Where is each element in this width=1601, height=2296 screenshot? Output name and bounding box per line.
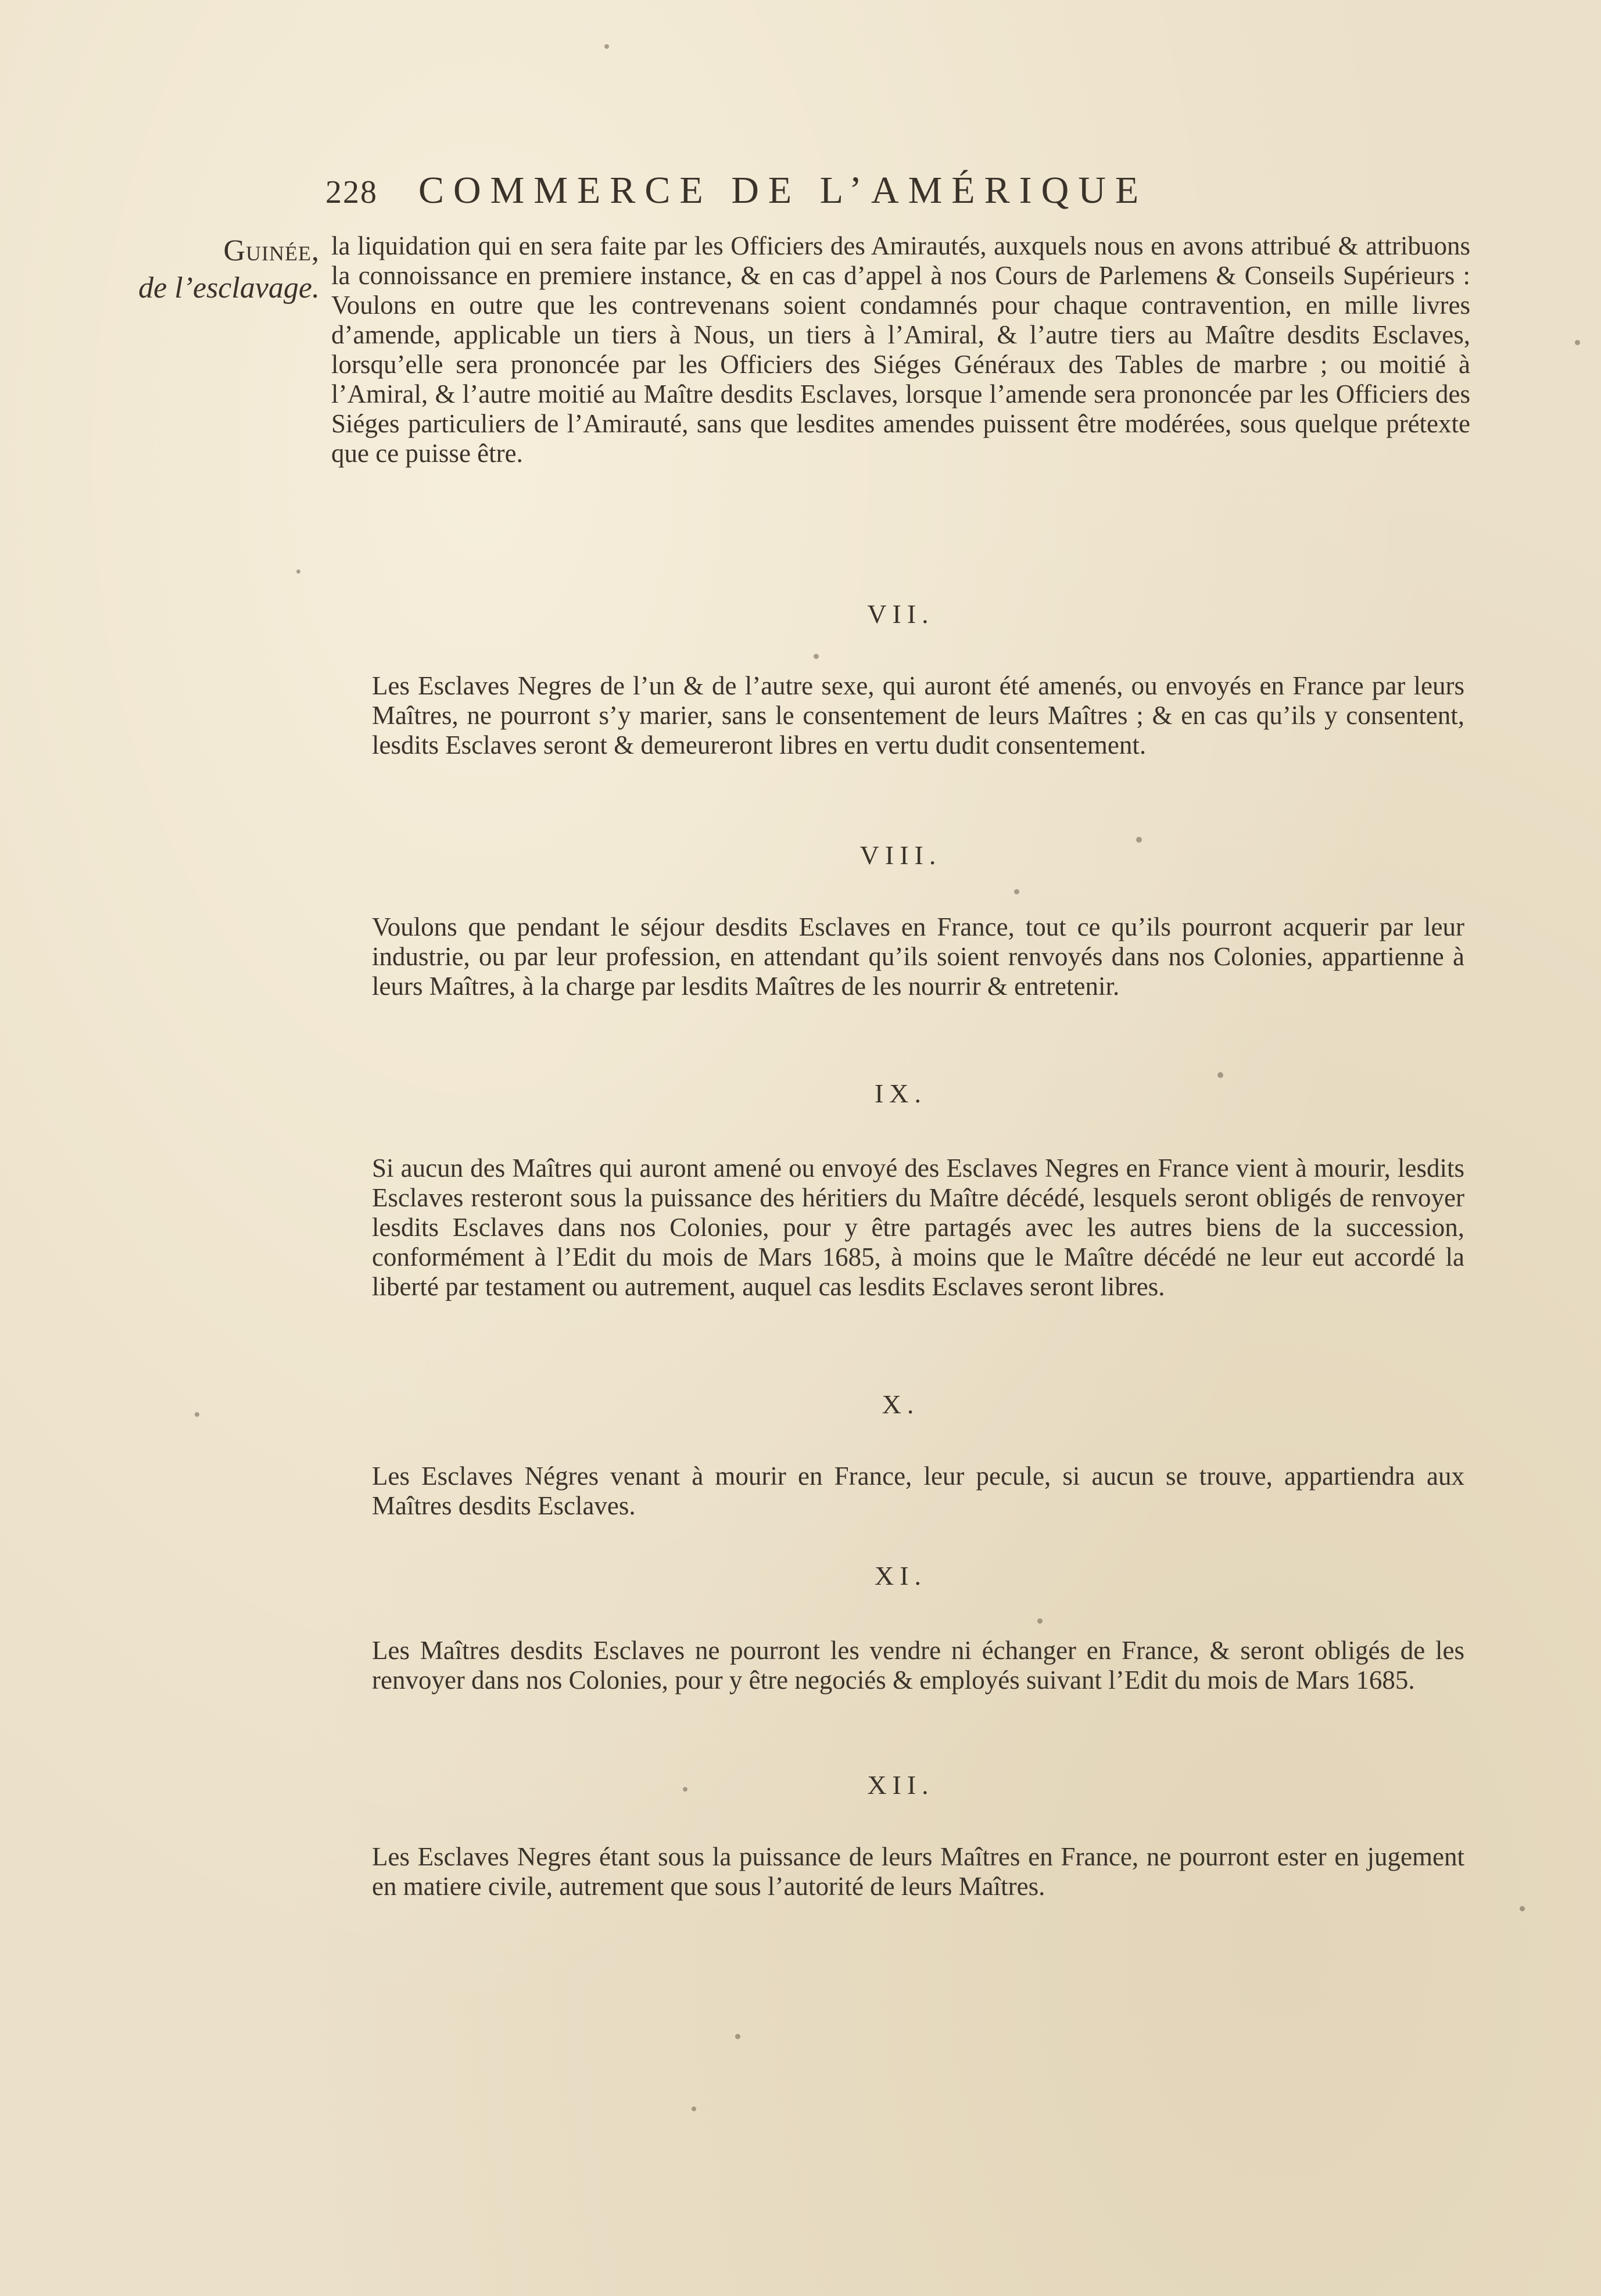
margin-note-line-2: de l’esclavage. [138,271,320,305]
article-text-xi: Les Maîtres desdits Esclaves ne pourront les vendre ni échanger en France, & seront obligés de les renvoyer dans nos Colonies, pour y être negociés & employés suivant l’Edit du mois de Mars 1685. [372,1636,1464,1695]
paper-speck [735,2034,740,2039]
paper-speck [1014,889,1019,894]
paper-speck [195,1412,199,1417]
intro-paragraph: la liquidation qui en sera faite par les Officiers des Amirautés, auxquels nous en avons attribué & attribuons la connoissance en premiere instance, & en cas d’appel à nos Cours de Parlemens & Conseils Supérieurs : Voulons en outre que les contrevenans soient condamnés pour chaque contravention, en mille livres d’amende, applicable un tiers à Nous, un tiers à l’Amiral, & l’autre tiers au Maître desdits Esclaves, lorsqu’elle sera prononcée par les Officiers des Siéges Généraux des Tables de marbre ; ou moitié à l’Amiral, & l’autre moitié au Maître desdits Esclaves, lorsque l’amende sera prononcée par les Officiers des Siéges particuliers de l’Amirauté, sans que lesdites amendes puissent être modérées, sous quelque prétexte que ce puisse être. [331,231,1470,468]
paper-speck [683,1787,687,1792]
paper-speck [296,569,300,574]
article-heading-vii: VII. [867,599,934,629]
paper-speck [814,654,819,659]
paper-speck [1136,837,1142,843]
paper-speck [1575,340,1580,345]
margin-note-line-1: Guinée, [223,234,320,267]
paper-speck [604,44,609,49]
article-text-viii: Voulons que pendant le séjour desdits Esclaves en France, tout ce qu’ils pourront acquerir par leur industrie, ou par leur profession, en attendant qu’ils soient renvoyés dans nos Colonies, appartienne à leurs Maîtres, à la charge par lesdits Maîtres de les nourrir & entretenir. [372,912,1464,1001]
margin-note [110,232,320,307]
article-text-xii: Les Esclaves Negres étant sous la puissance de leurs Maîtres en France, ne pourront ester en jugement en matiere civile, autrement que sous l’autorité de leurs Maîtres. [372,1842,1464,1901]
article-heading-xii: XII. [867,1770,934,1800]
page-header [325,169,1313,221]
article-heading-ix: IX. [874,1079,927,1108]
article-text-vii: Les Esclaves Negres de l’un & de l’autre sexe, qui auront été amenés, ou envoyés en France par leurs Maîtres, ne pourront s’y marier, sans le consentement de leurs Maîtres ; & en cas qu’ils y consentent, lesdits Esclaves seront & demeureront libres en vertu dudit consentement. [372,671,1464,760]
article-text-ix: Si aucun des Maîtres qui auront amené ou envoyé des Esclaves Negres en France vient à mourir, lesdits Esclaves resteront sous la puissance des héritiers du Maître décédé, lesquels seront obligés de renvoyer lesdits Esclaves dans nos Colonies, pour y être partagés avec les autres biens de la succession, conformément à l’Edit du mois de Mars 1685, à moins que le Maître décédé ne leur eut accordé la liberté par testament ou autrement, auquel cas lesdits Esclaves seront libres. [372,1154,1464,1301]
article-heading-xi: XI. [874,1561,927,1591]
article-text-x: Les Esclaves Négres venant à mourir en France, leur pecule, si aucun se trouve, appartiendra aux Maîtres desdits Esclaves. [372,1462,1464,1520]
article-heading-viii: VIII. [859,840,942,870]
page-number: 228 [325,174,378,210]
paper-speck [1037,1618,1043,1624]
paper-speck [692,2107,696,2111]
paper-speck [1520,1906,1525,1911]
article-heading-x: X. [882,1389,920,1419]
paper-speck [1217,1072,1223,1078]
running-title: COMMERCE DE L’AMÉRIQUE [418,169,1148,212]
